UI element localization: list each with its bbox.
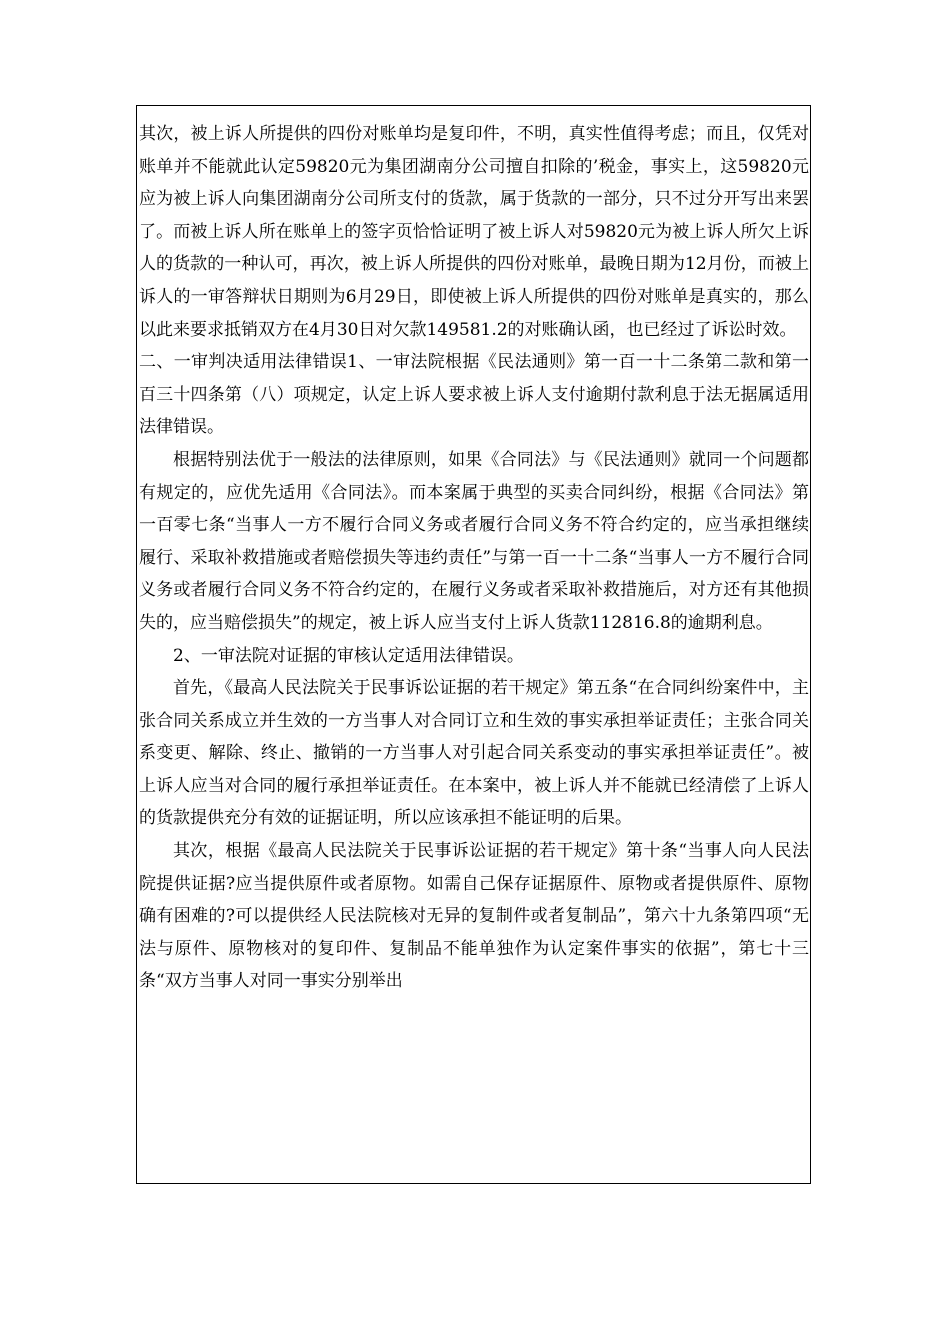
paragraph-6: 其次，根据《最高人民法院关于民事诉讼证据的若干规定》第十条“当事人向人民法院提供证据?应当提供原件或者原物。如需自己保存证据原件、原物或者提供原件、原物确有困难的?可以提供经人民法院核对无异的复制件或者复制品”，第六十九条第四项“无法与原件、原物核对的复印件、复制品不能单独作为认定案件事实的依据”，第七十三条“双方当事人对同一事实分别举出 <box>139 841 809 992</box>
paragraph-4: 2、一审法院对证据的审核认定适用法律错误。 <box>173 645 524 666</box>
paragraph-3: 根据特别法优于一般法的法律原则，如果《合同法》与《民法通则》就同一个问题都有规定的，应优先适用《合同法》。而本案属于典型的买卖合同纠纷，根据《合同法》第一百零七条“当事人一方不履行合同义务或者履行合同义务不符合约定的，应当承担继续履行、采取补救措施或者赔偿损失等违约责任”与第一百一十二条“当事人一方不履行合同义务或者履行合同义务不符合约定的，在履行义务或者采取补救措施后，对方还有其他损失的，应当赔偿损失”的规定，被上诉人应当支付上诉人货款112816.8的逾期利息。 <box>139 449 809 633</box>
document-body <box>139 118 809 998</box>
paragraph-5: 首先，《最高人民法院关于民事诉讼证据的若干规定》第五条“在合同纠纷案件中，主张合同关系成立并生效的一方当事人对合同订立和生效的事实承担举证责任；主张合同关系变更、解除、终止、撤销的一方当事人对引起合同关系变动的事实承担举证责任”。被上诉人应当对合同的履行承担举证责任。在本案中，被上诉人并不能就已经清偿了上诉人的货款提供充分有效的证据证明，所以应该承担不能证明的后果。 <box>139 678 809 829</box>
paragraph-1: 其次，被上诉人所提供的四份对账单均是复印件，不明，真实性值得考虑；而且，仅凭对账单并不能就此认定59820元为集团湖南分公司擅自扣除的’税金，事实上，这59820元应为被上诉人向集团湖南分公司所支付的货款，属于货款的一部分，只不过分开写出来罢了。而被上诉人所在账单上的签字页恰恰证明了被上诉人对59820元为被上诉人所欠上诉人的货款的一种认可，再次，被上诉人所提供的四份对账单，最晚日期为12月份，而被上诉人的一审答辩状日期则为6月29日，即使被上诉人所提供的四份对账单是真实的，那么以此来要求抵销双方在4月30日对欠款149581.2的对账确认函，也已经过了诉讼时效。 <box>139 124 809 340</box>
document-table-cell <box>136 105 811 1184</box>
paragraph-2: 二、一审判决适用法律错误1、一审法院根据《民法通则》第一百一十二条第二款和第一百三十四条第（八）项规定，认定上诉人要求被上诉人支付逾期付款利息于法无据属适用法律错误。 <box>139 352 809 438</box>
